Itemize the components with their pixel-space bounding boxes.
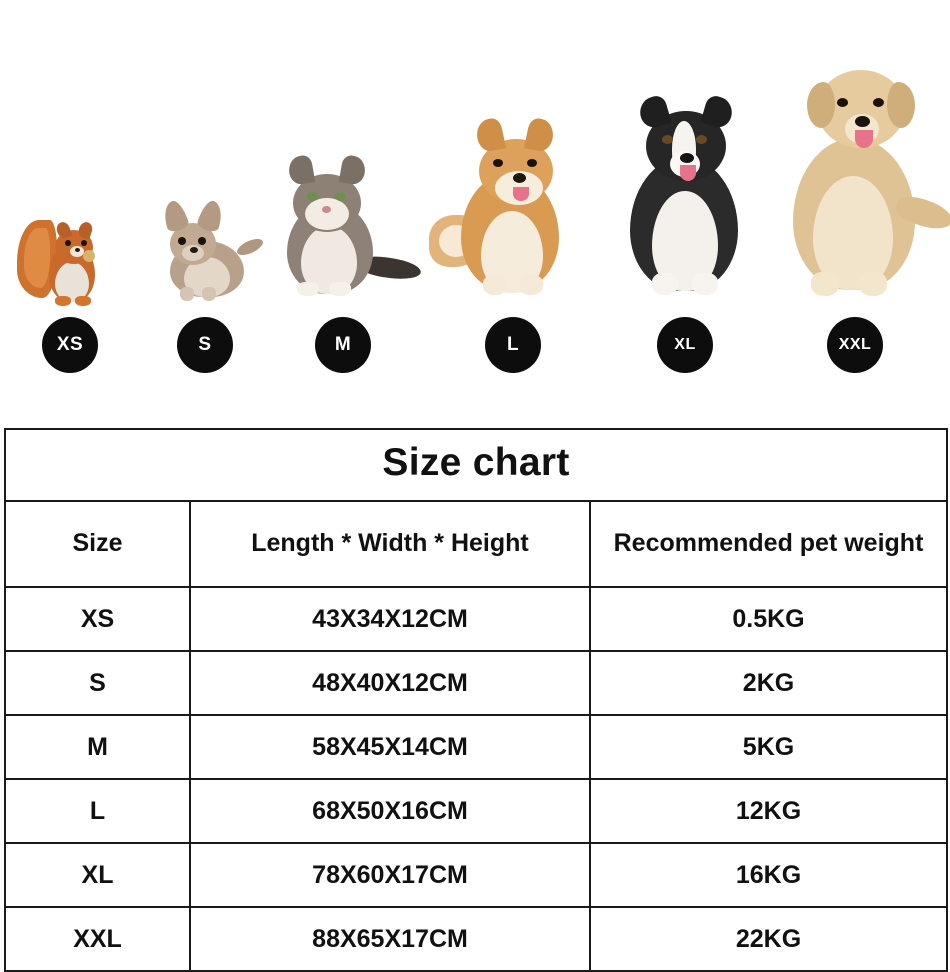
table-row — [5, 651, 947, 715]
cell-weight: 2KG — [590, 651, 947, 715]
header-weight: Recommended pet weight — [590, 501, 947, 587]
cell-weight: 16KG — [590, 843, 947, 907]
cell-dimensions: 88X65X17CM — [190, 907, 590, 971]
size-badge-xxl: XXL — [827, 317, 883, 373]
animal-size-row — [0, 0, 950, 420]
size-badge-xl: XL — [657, 317, 713, 373]
cell-size: XS — [5, 587, 190, 651]
table-row — [5, 779, 947, 843]
cell-weight: 12KG — [590, 779, 947, 843]
size-badge-s: S — [177, 317, 233, 373]
table-title-row — [5, 429, 947, 501]
cell-dimensions: 43X34X12CM — [190, 587, 590, 651]
shiba-inu-illustration — [423, 115, 603, 310]
header-size: Size — [5, 501, 190, 587]
cell-size: S — [5, 651, 190, 715]
cell-dimensions: 58X45X14CM — [190, 715, 590, 779]
cell-dimensions: 48X40X12CM — [190, 651, 590, 715]
cell-size: XL — [5, 843, 190, 907]
cell-size: L — [5, 779, 190, 843]
size-badge-l: L — [485, 317, 541, 373]
cell-size: M — [5, 715, 190, 779]
cat-illustration — [263, 150, 423, 310]
cell-dimensions: 68X50X16CM — [190, 779, 590, 843]
table-row — [5, 843, 947, 907]
chihuahua-illustration — [140, 195, 270, 310]
cell-dimensions: 78X60X17CM — [190, 843, 590, 907]
page-title: Size chart — [5, 429, 947, 501]
table-row — [5, 715, 947, 779]
cell-weight: 22KG — [590, 907, 947, 971]
cell-weight: 0.5KG — [590, 587, 947, 651]
table-header-row — [5, 501, 947, 587]
border-collie-illustration — [590, 95, 780, 310]
cell-size: XXL — [5, 907, 190, 971]
cell-weight: 5KG — [590, 715, 947, 779]
size-chart-table — [4, 428, 948, 972]
table-row — [5, 907, 947, 971]
table-row — [5, 587, 947, 651]
squirrel-illustration — [15, 210, 125, 310]
header-dimensions: Length * Width * Height — [190, 501, 590, 587]
golden-retriever-illustration — [755, 60, 950, 310]
size-badge-m: M — [315, 317, 371, 373]
size-badge-xs: XS — [42, 317, 98, 373]
